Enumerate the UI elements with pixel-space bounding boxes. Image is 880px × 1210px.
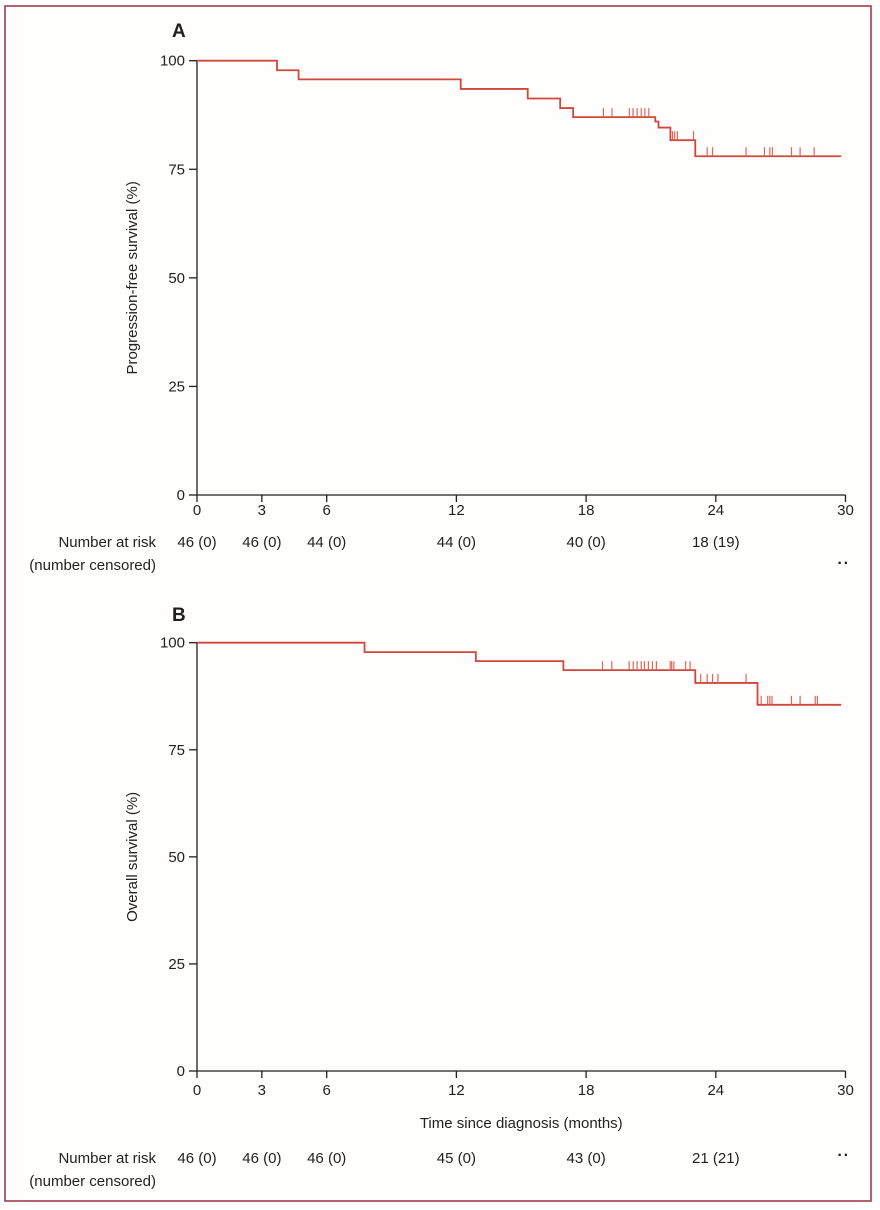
x-tick-label: 0 bbox=[192, 1082, 202, 1099]
panel-a-progression-free-survival bbox=[29, 21, 854, 574]
risk-table-sublabel: (number censored) bbox=[29, 1173, 156, 1190]
x-tick-label: 12 bbox=[448, 502, 465, 519]
risk-value: 46 (0) bbox=[177, 534, 217, 551]
risk-value: 46 (0) bbox=[307, 1150, 347, 1167]
risk-value: 45 (0) bbox=[436, 1150, 476, 1167]
y-tick-label: 0 bbox=[176, 487, 185, 504]
risk-value: 43 (0) bbox=[566, 1150, 606, 1167]
x-tick-label: 18 bbox=[577, 1082, 595, 1099]
risk-table-sublabel: (number censored) bbox=[29, 557, 156, 574]
risk-value: 40 (0) bbox=[566, 534, 606, 551]
y-tick-label: 75 bbox=[168, 161, 185, 179]
risk-overflow-dots: ·· bbox=[837, 1147, 850, 1164]
risk-value: 44 (0) bbox=[436, 534, 476, 551]
risk-value: 46 (0) bbox=[177, 1150, 217, 1167]
panel-letter: B bbox=[172, 605, 186, 626]
km-curve bbox=[197, 61, 841, 157]
y-tick-label: 50 bbox=[168, 269, 185, 287]
km-curve bbox=[197, 643, 841, 705]
risk-table-label: Number at risk bbox=[58, 1150, 156, 1167]
x-tick-label: 24 bbox=[707, 502, 725, 519]
x-tick-label: 30 bbox=[837, 1082, 854, 1099]
y-tick-label: 25 bbox=[168, 378, 185, 396]
y-axis-title: Progression-free survival (%) bbox=[124, 181, 141, 375]
risk-table-label: Number at risk bbox=[58, 534, 156, 551]
y-tick-label: 25 bbox=[168, 955, 185, 973]
x-tick-label: 18 bbox=[577, 502, 595, 519]
y-axis-title: Overall survival (%) bbox=[124, 791, 141, 922]
y-tick-label: 100 bbox=[159, 52, 185, 70]
risk-value: 46 (0) bbox=[242, 534, 282, 551]
y-tick-label: 0 bbox=[176, 1063, 185, 1080]
x-tick-label: 12 bbox=[448, 1082, 465, 1099]
x-tick-label: 6 bbox=[322, 1082, 331, 1099]
risk-value: 46 (0) bbox=[242, 1150, 282, 1167]
x-tick-label: 3 bbox=[257, 1082, 267, 1099]
y-tick-label: 75 bbox=[168, 741, 185, 759]
y-tick-label: 100 bbox=[159, 634, 185, 652]
risk-value: 21 (21) bbox=[692, 1150, 740, 1167]
panel-b-overall-survival bbox=[29, 605, 854, 1190]
x-tick-label: 3 bbox=[257, 502, 267, 519]
x-tick-label: 24 bbox=[707, 1082, 725, 1099]
x-tick-label: 0 bbox=[192, 502, 202, 519]
panel-letter: A bbox=[172, 21, 186, 42]
y-tick-label: 50 bbox=[168, 848, 185, 866]
x-tick-label: 6 bbox=[322, 502, 331, 519]
x-axis-title: Time since diagnosis (months) bbox=[419, 1115, 623, 1132]
risk-value: 18 (19) bbox=[692, 534, 740, 551]
censor-ticks bbox=[603, 108, 814, 157]
risk-overflow-dots: ·· bbox=[837, 555, 850, 572]
risk-value: 44 (0) bbox=[307, 534, 347, 551]
x-tick-label: 30 bbox=[837, 502, 854, 519]
